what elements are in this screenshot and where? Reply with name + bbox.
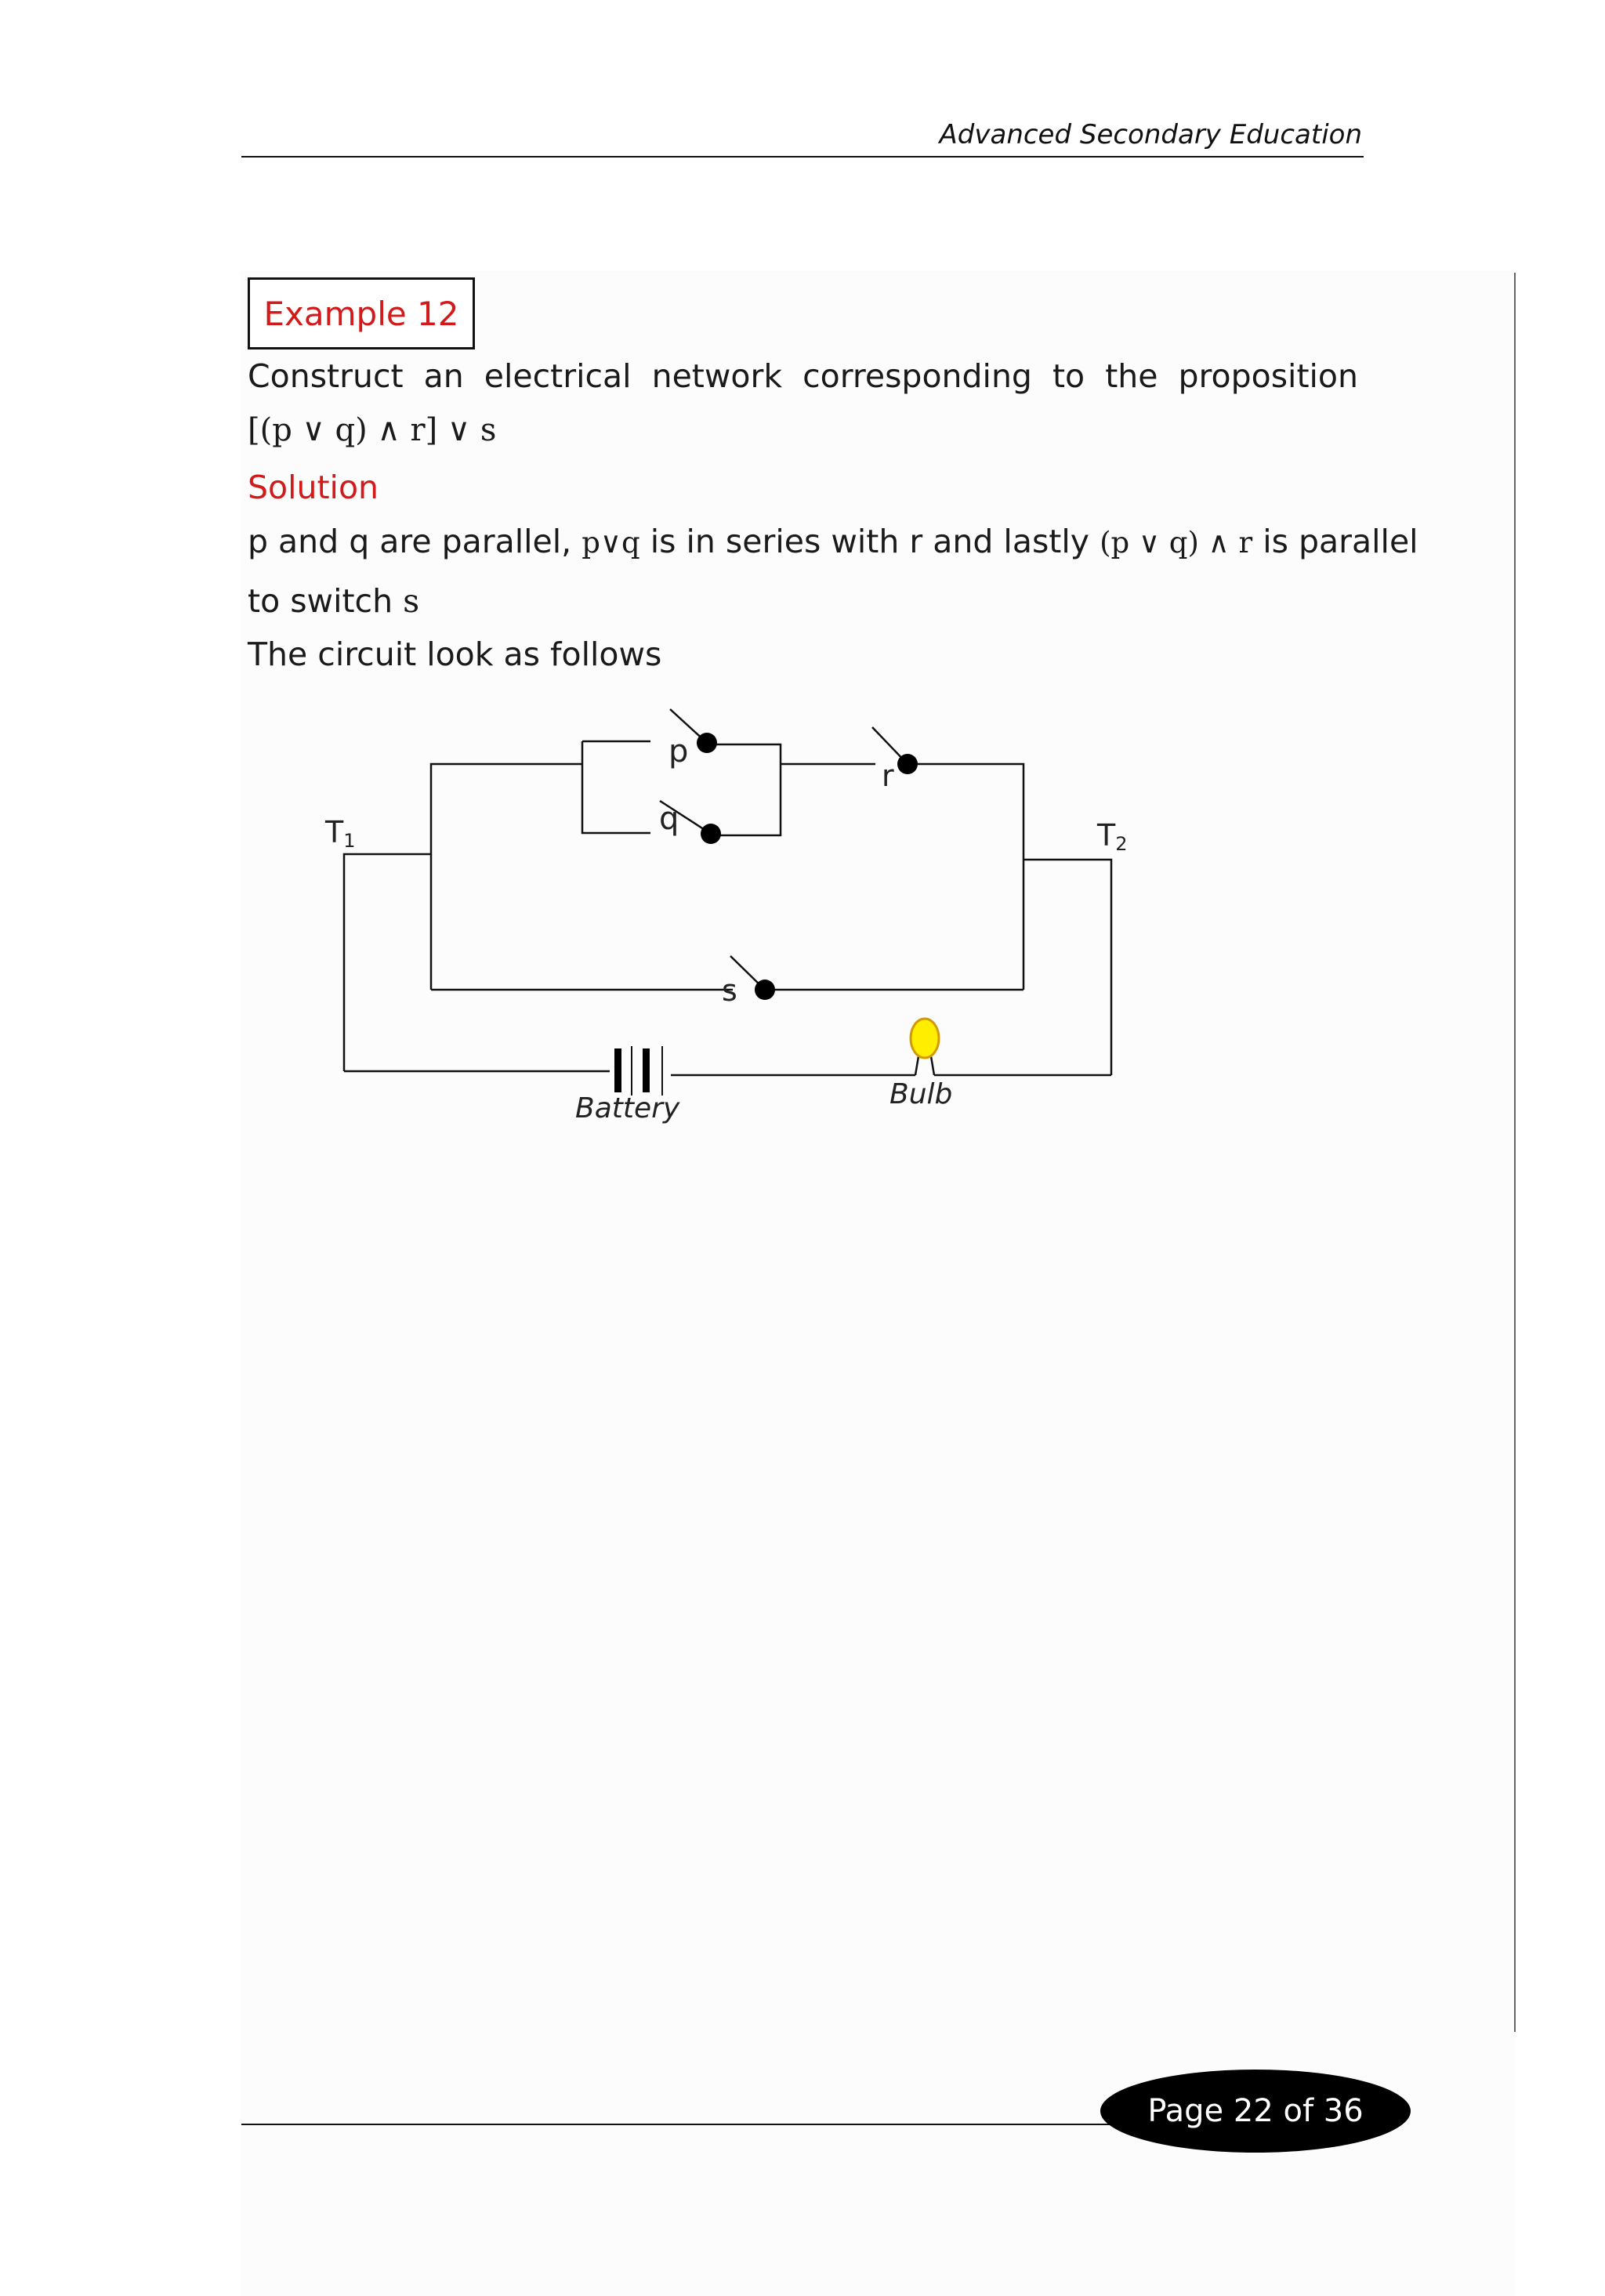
switch-s-contact — [755, 980, 775, 1000]
expression-p-or-q-and-r: (p ∨ q) ∧ r — [1100, 526, 1253, 560]
wire-left-node — [431, 764, 582, 990]
question-word: network — [651, 357, 783, 395]
battery-label: Battery — [575, 1092, 680, 1124]
wire-pq-right — [707, 744, 781, 835]
bulb-label: Bulb — [889, 1078, 953, 1110]
battery-cell-thick — [643, 1048, 650, 1092]
switch-q-label: q — [659, 801, 679, 837]
switch-s-label: s — [722, 973, 737, 1008]
switch-q-contact — [701, 824, 721, 844]
question-word: to — [1052, 357, 1085, 395]
switch-p-label: p — [668, 733, 689, 770]
switch-p-contact — [697, 733, 717, 753]
bulb-leg — [915, 1056, 922, 1075]
page-number: Page 22 of 36 — [1147, 2093, 1364, 2129]
proposition: [(p ∨ q) ∧ r] ∨ s — [248, 412, 497, 448]
question-word: an — [423, 357, 464, 395]
question-word: corresponding — [802, 357, 1032, 395]
footer-rule — [241, 2124, 1150, 2125]
question-word: proposition — [1178, 357, 1358, 395]
terminal-t1-label: T1 — [325, 815, 356, 852]
header-title: Advanced Secondary Education — [939, 119, 1362, 150]
solution-text: is in series with r and lastly — [639, 523, 1100, 560]
bulb-leg — [928, 1056, 934, 1075]
terminal-t2-label: T2 — [1097, 818, 1128, 855]
example-label: Example 12 — [263, 294, 459, 333]
wire-right-node — [908, 764, 1024, 990]
solution-heading: Solution — [248, 469, 379, 506]
switch-r-label: r — [882, 759, 894, 793]
solution-text: p and q are parallel, — [248, 523, 582, 560]
wire-pq-left — [582, 741, 650, 833]
question-word: the — [1105, 357, 1158, 395]
bulb-icon — [911, 1019, 939, 1058]
question-word: Construct — [248, 357, 404, 395]
switch-r-contact — [897, 754, 918, 774]
battery-cell-thick — [614, 1048, 621, 1092]
wire-t1 — [344, 854, 431, 1071]
switch-s-ref: s — [403, 582, 420, 620]
expression-p-or-q: p∨q — [581, 526, 640, 560]
page-number-badge — [1100, 2070, 1411, 2153]
wire-t2 — [1024, 860, 1111, 1075]
solution-text: is parallel — [1252, 523, 1418, 560]
solution-line-3: The circuit look as follows — [248, 636, 662, 673]
question-word: electrical — [484, 357, 632, 395]
solution-text: to switch — [248, 582, 404, 620]
